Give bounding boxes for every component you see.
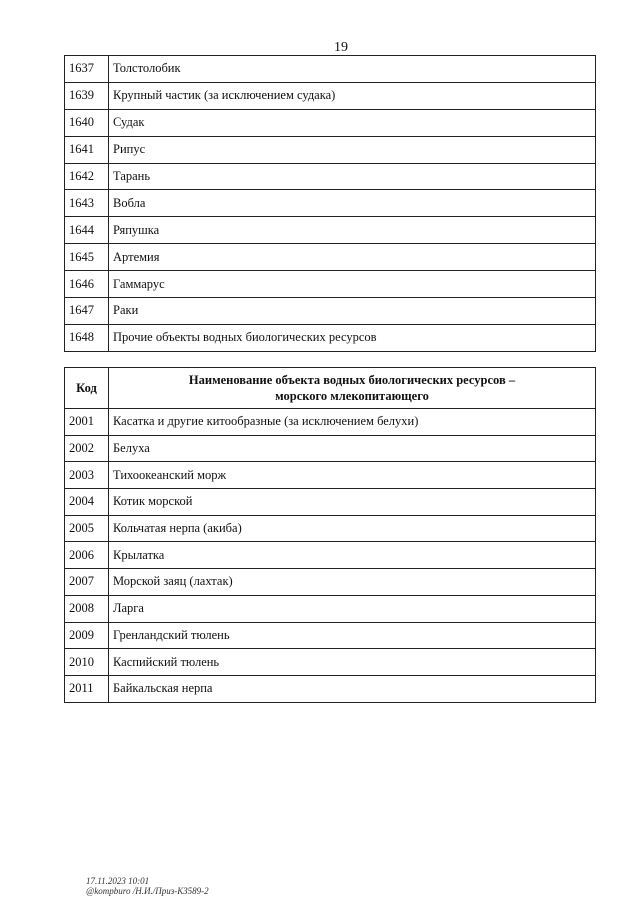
table-row bbox=[65, 324, 596, 351]
code-cell: 1647 bbox=[65, 298, 109, 325]
name-cell: Толстолобик bbox=[109, 56, 596, 83]
header-name bbox=[109, 368, 596, 409]
name-cell: Котик морской bbox=[109, 489, 596, 516]
code-cell: 2011 bbox=[65, 675, 109, 702]
name-cell: Прочие объекты водных биологических ресурсов bbox=[109, 324, 596, 351]
code-cell: 2002 bbox=[65, 435, 109, 462]
code-cell: 1637 bbox=[65, 56, 109, 83]
table-row bbox=[65, 622, 596, 649]
code-cell: 2010 bbox=[65, 649, 109, 676]
fish-codes-table bbox=[64, 55, 596, 352]
document-footer bbox=[86, 876, 209, 896]
table-row bbox=[65, 489, 596, 516]
table-row bbox=[65, 542, 596, 569]
table-row bbox=[65, 435, 596, 462]
name-cell: Артемия bbox=[109, 244, 596, 271]
code-cell: 2008 bbox=[65, 595, 109, 622]
name-cell: Касатка и другие китообразные (за исключением белухи) bbox=[109, 409, 596, 436]
footer-timestamp: 17.11.2023 10:01 bbox=[86, 876, 150, 886]
table-header-row bbox=[65, 368, 596, 409]
name-cell: Гренландский тюлень bbox=[109, 622, 596, 649]
name-cell: Ряпушка bbox=[109, 217, 596, 244]
table-row bbox=[65, 82, 596, 109]
code-cell: 2005 bbox=[65, 515, 109, 542]
name-cell: Судак bbox=[109, 109, 596, 136]
name-cell: Кольчатая нерпа (акиба) bbox=[109, 515, 596, 542]
name-cell: Крупный частик (за исключением судака) bbox=[109, 82, 596, 109]
code-cell: 1639 bbox=[65, 82, 109, 109]
name-cell: Вобла bbox=[109, 190, 596, 217]
code-cell: 1646 bbox=[65, 271, 109, 298]
code-cell: 2004 bbox=[65, 489, 109, 516]
table-row bbox=[65, 109, 596, 136]
header-name-line1: Наименование объекта водных биологических ресурсов – bbox=[188, 373, 516, 387]
marine-mammal-codes-table-body bbox=[65, 409, 596, 703]
code-cell: 2009 bbox=[65, 622, 109, 649]
name-cell: Гаммарус bbox=[109, 271, 596, 298]
table-row bbox=[65, 409, 596, 436]
table-row bbox=[65, 56, 596, 83]
table-row bbox=[65, 136, 596, 163]
table-row bbox=[65, 244, 596, 271]
code-cell: 1645 bbox=[65, 244, 109, 271]
code-cell: 1648 bbox=[65, 324, 109, 351]
name-cell: Белуха bbox=[109, 435, 596, 462]
table-row bbox=[65, 163, 596, 190]
name-cell: Морской заяц (лахтак) bbox=[109, 569, 596, 596]
marine-mammal-codes-table bbox=[64, 367, 596, 703]
table-row bbox=[65, 569, 596, 596]
code-cell: 1644 bbox=[65, 217, 109, 244]
name-cell: Ларга bbox=[109, 595, 596, 622]
page-number: 19 bbox=[334, 40, 348, 55]
code-cell: 1641 bbox=[65, 136, 109, 163]
table-row bbox=[65, 190, 596, 217]
table-row bbox=[65, 271, 596, 298]
table-row bbox=[65, 595, 596, 622]
header-name-line2: морского млекопитающего bbox=[275, 389, 429, 403]
table-row bbox=[65, 298, 596, 325]
code-cell: 1642 bbox=[65, 163, 109, 190]
footer-reference: @kompburo /Н.И./Приз-КЗ589-2 bbox=[86, 886, 209, 896]
table-row bbox=[65, 649, 596, 676]
table-row bbox=[65, 675, 596, 702]
fish-codes-table-body bbox=[65, 56, 596, 352]
name-cell: Тарань bbox=[109, 163, 596, 190]
code-cell: 2001 bbox=[65, 409, 109, 436]
name-cell: Крылатка bbox=[109, 542, 596, 569]
name-cell: Рипус bbox=[109, 136, 596, 163]
code-cell: 1640 bbox=[65, 109, 109, 136]
header-code: Код bbox=[65, 368, 109, 409]
table-row bbox=[65, 217, 596, 244]
code-cell: 2006 bbox=[65, 542, 109, 569]
table-row bbox=[65, 462, 596, 489]
code-cell: 1643 bbox=[65, 190, 109, 217]
name-cell: Байкальская нерпа bbox=[109, 675, 596, 702]
name-cell: Раки bbox=[109, 298, 596, 325]
name-cell: Каспийский тюлень bbox=[109, 649, 596, 676]
code-cell: 2007 bbox=[65, 569, 109, 596]
name-cell: Тихоокеанский морж bbox=[109, 462, 596, 489]
table-row bbox=[65, 515, 596, 542]
code-cell: 2003 bbox=[65, 462, 109, 489]
